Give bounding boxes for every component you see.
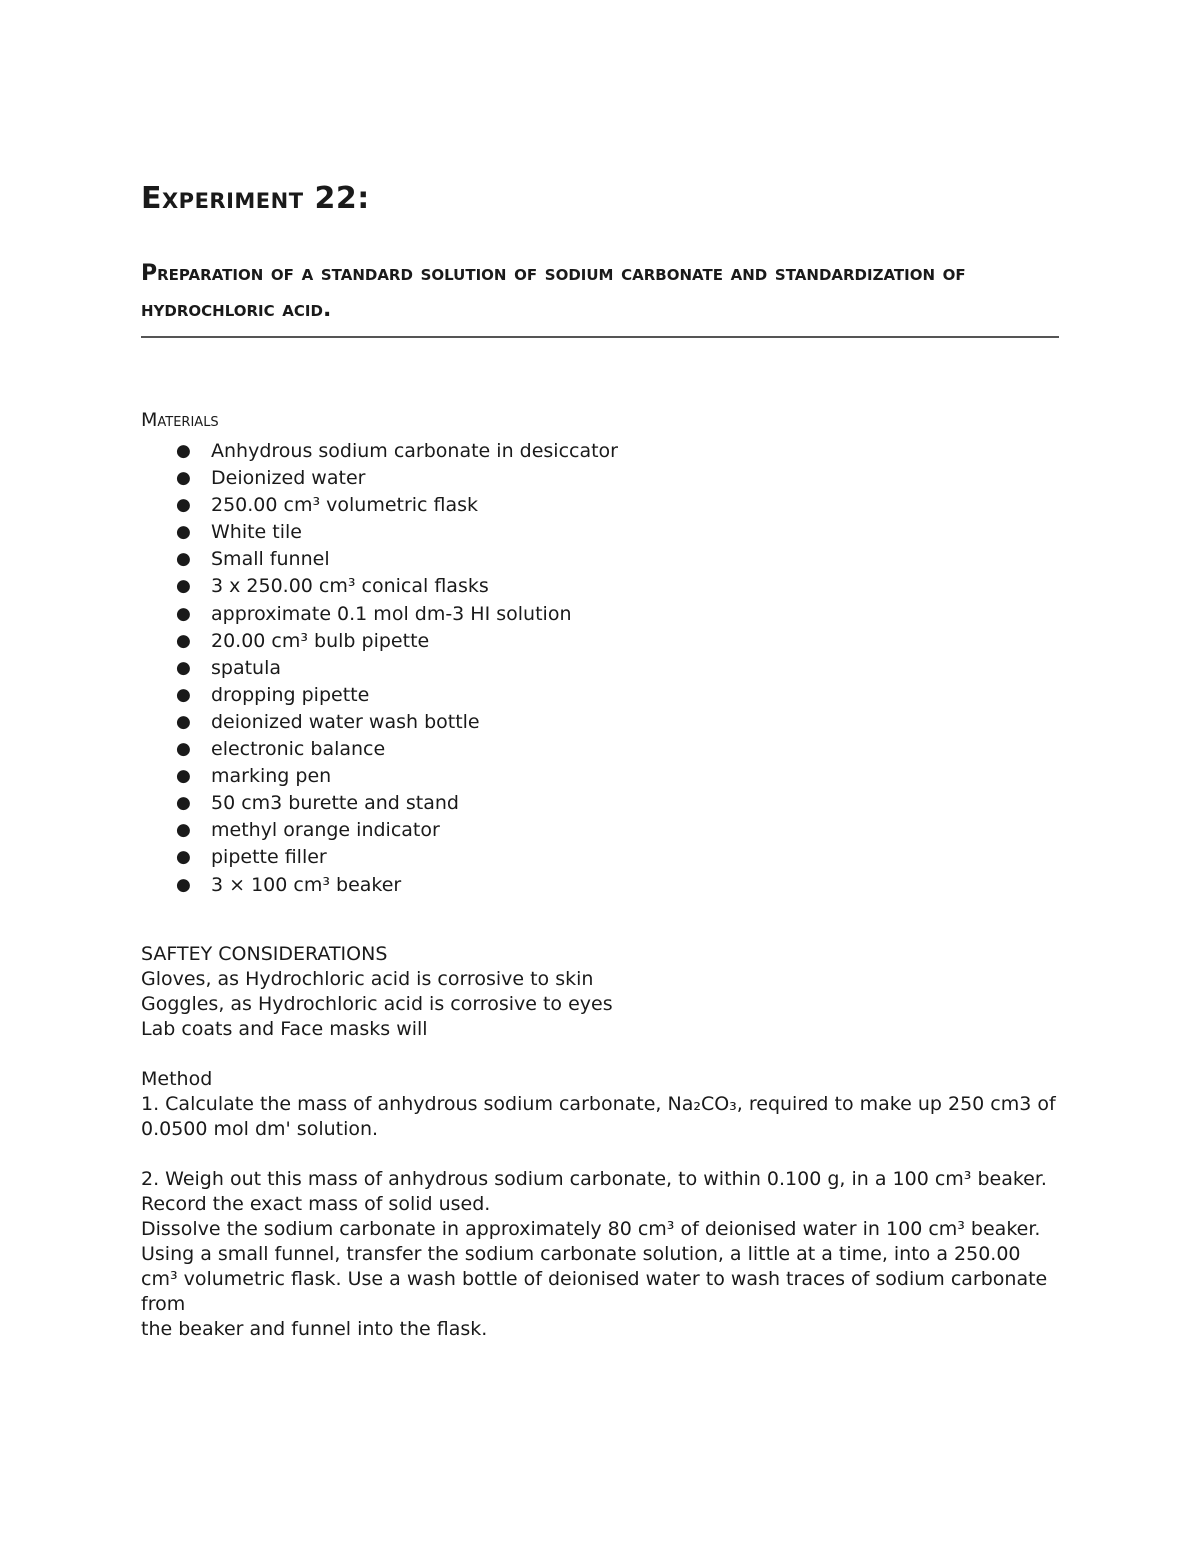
method-step-2: 2. Weigh out this mass of anhydrous sodium carbonate, to within 0.100 g, in a 100 cm³ beaker. Record the exact mass of solid used. bbox=[141, 1168, 1047, 1215]
list-item: ● electronic balance bbox=[141, 736, 618, 763]
spacer bbox=[141, 1142, 1061, 1167]
list-item: ● pipette filler bbox=[141, 844, 618, 871]
list-item: ● 250.00 cm³ volumetric flask bbox=[141, 492, 618, 519]
list-item: ● spatula bbox=[141, 655, 618, 682]
bullet-icon: ● bbox=[176, 874, 191, 895]
materials-heading: Materials bbox=[141, 409, 219, 431]
safety-section bbox=[141, 942, 613, 1042]
method-step-2-continued: Dissolve the sodium carbonate in approximately 80 cm³ of deionised water in 100 cm³ beaker. Using a small funnel, transfer the sodium carbonate solution, a little at a time, into a 250.00 cm³ volumetric flask. Use a wash bottle of deionised water to wash traces of sodium carbonate from bbox=[141, 1218, 1048, 1315]
safety-line: Lab coats and Face masks will bbox=[141, 1018, 428, 1040]
list-item: ● Anhydrous sodium carbonate in desiccator bbox=[141, 438, 618, 465]
bullet-icon: ● bbox=[176, 441, 191, 461]
list-item: ● 50 cm3 burette and stand bbox=[141, 790, 618, 817]
list-item: ● Small funnel bbox=[141, 546, 618, 573]
list-item: ● deionized water wash bottle bbox=[141, 709, 618, 736]
bullet-icon: ● bbox=[176, 847, 191, 868]
bullet-icon: ● bbox=[176, 549, 191, 570]
page-title: Experiment 22: bbox=[141, 181, 370, 216]
materials-list bbox=[141, 438, 618, 899]
bullet-icon: ● bbox=[176, 495, 191, 516]
bullet-icon: ● bbox=[176, 820, 191, 841]
page-subtitle: Preparation of a standard solution of sodium carbonate and standardization of hydrochloric acid. bbox=[141, 256, 1059, 338]
list-item: ● dropping pipette bbox=[141, 682, 618, 709]
safety-line: Gloves, as Hydrochloric acid is corrosive to skin bbox=[141, 968, 594, 990]
bullet-icon: ● bbox=[176, 630, 191, 651]
list-item: ● methyl orange indicator bbox=[141, 817, 618, 844]
bullet-icon: ● bbox=[176, 522, 191, 543]
bullet-icon: ● bbox=[176, 766, 191, 787]
bullet-icon: ● bbox=[176, 603, 191, 624]
list-item: ● Deionized water bbox=[141, 465, 618, 492]
list-item: ● 3 × 100 cm³ beaker bbox=[141, 872, 618, 899]
method-step-1: 1. Calculate the mass of anhydrous sodium carbonate, Na₂CO₃, required to make up 250 cm3 of 0.0500 mol dm' solution. bbox=[141, 1093, 1056, 1140]
method-heading: Method bbox=[141, 1068, 213, 1090]
list-item: ● White tile bbox=[141, 519, 618, 546]
bullet-icon: ● bbox=[176, 657, 191, 678]
bullet-icon: ● bbox=[176, 684, 191, 705]
method-step-2-end: the beaker and funnel into the flask. bbox=[141, 1318, 488, 1340]
list-item: ● marking pen bbox=[141, 763, 618, 790]
method-section bbox=[141, 1067, 1061, 1342]
safety-heading: SAFTEY CONSIDERATIONS bbox=[141, 943, 388, 965]
bullet-icon: ● bbox=[176, 793, 191, 814]
bullet-icon: ● bbox=[176, 711, 191, 732]
bullet-icon: ● bbox=[176, 468, 191, 489]
list-item: ● 20.00 cm³ bulb pipette bbox=[141, 628, 618, 655]
safety-line: Goggles, as Hydrochloric acid is corrosive to eyes bbox=[141, 993, 613, 1015]
bullet-icon: ● bbox=[176, 739, 191, 760]
bullet-icon: ● bbox=[176, 576, 191, 597]
list-item: ● approximate 0.1 mol dm-3 HI solution bbox=[141, 601, 618, 628]
list-item: ● 3 x 250.00 cm³ conical flasks bbox=[141, 573, 618, 600]
